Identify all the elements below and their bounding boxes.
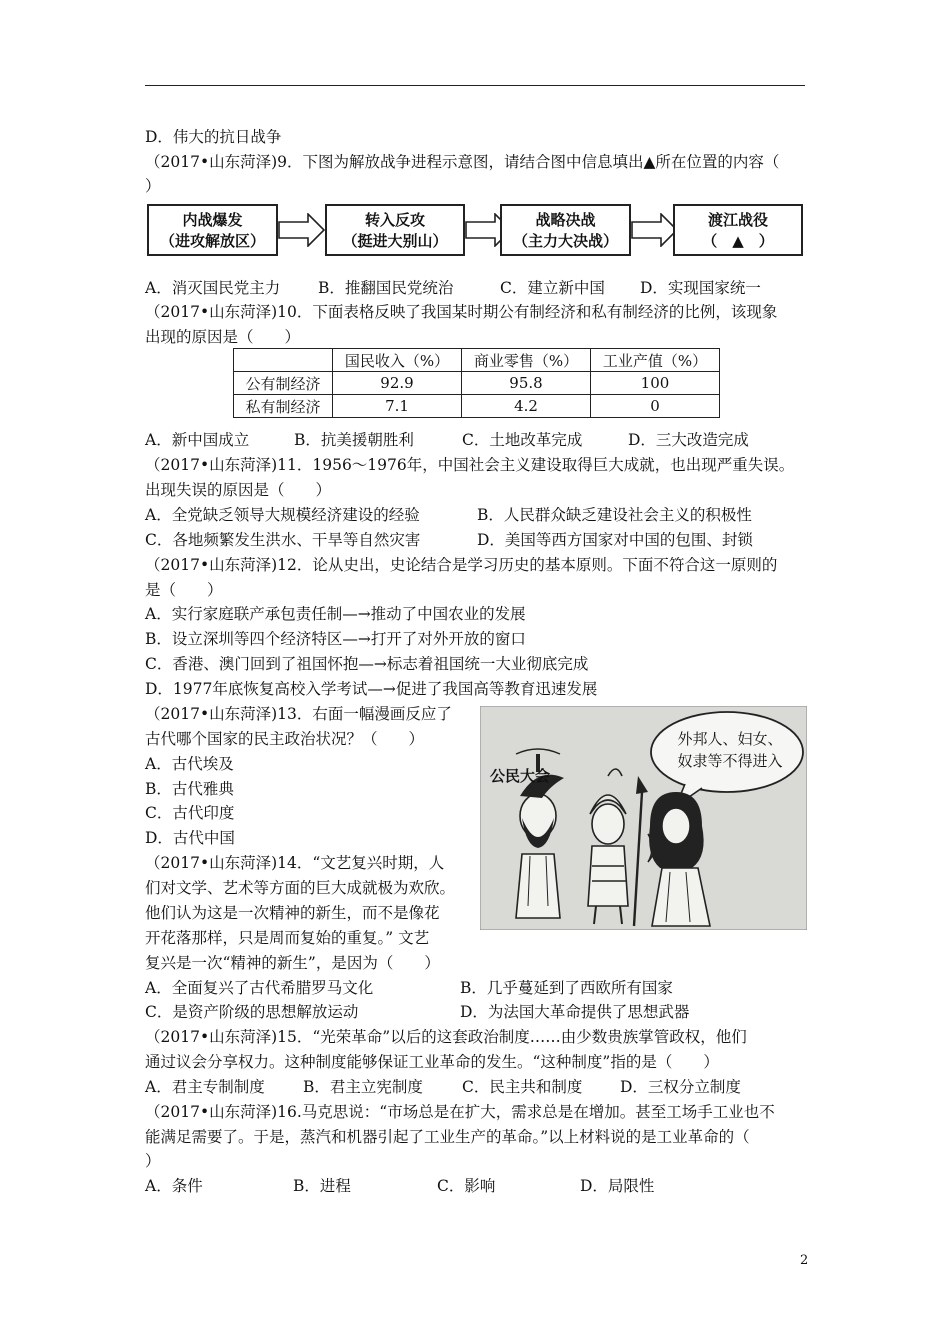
q11-option-d[interactable]: D．美国等西方国家对中国的包围、封锁 xyxy=(477,531,753,549)
flow-step-1-note: （进攻解放区） xyxy=(159,232,265,250)
table-cell: 公有制经济 xyxy=(234,372,333,395)
table-cell: 0 xyxy=(591,395,720,418)
table-header-row xyxy=(234,349,720,372)
q16-stem-line2: 能满足需要了。于是，蒸汽和机器引起了工业生产的革命。”以上材料说的是工业革命的（ xyxy=(145,1128,750,1146)
economy-ratio-table xyxy=(233,348,720,418)
q9-stem-line1: （2017•山东菏泽)9．下图为解放战争进程示意图，请结合图中信息填出▲所在位置的内容（ xyxy=(145,153,780,171)
q11-stem-line2: 出现失误的原因是（ ） xyxy=(145,481,332,499)
bubble-line-2: 奴隶等不得进入 xyxy=(677,752,783,770)
table-cell: 100 xyxy=(591,372,720,395)
flow-step-2-title: 转入反攻 xyxy=(364,211,425,229)
q14-stem-line1: （2017•山东菏泽)14．“文艺复兴时期，人 xyxy=(145,854,445,872)
q14-stem-line5: 复兴是一次“精神的新生”，是因为（ ） xyxy=(145,954,440,972)
flow-step-4 xyxy=(673,204,803,256)
q9-option-d[interactable]: D．实现国家统一 xyxy=(640,279,761,297)
table-cell: 7.1 xyxy=(333,395,462,418)
flow-step-2 xyxy=(325,204,465,256)
q9-option-c[interactable]: C．建立新中国 xyxy=(500,279,605,297)
q14-stem-line4: 开花落那样，只是周而复始的重复。” 文艺 xyxy=(145,929,430,947)
q11-stem-line1: （2017•山东菏泽)11．1956～1976年，中国社会主义建设取得巨大成就，也出现严重失误。 xyxy=(145,456,795,474)
page-number: 2 xyxy=(800,1253,809,1268)
q11-option-a[interactable]: A．全党缺乏领导大规模经济建设的经验 xyxy=(145,506,420,524)
q14-stem-line2: 们对文学、艺术等方面的巨大成就极为欢欣。 xyxy=(145,879,456,897)
q14-option-a[interactable]: A．全面复兴了古代希腊罗马文化 xyxy=(145,979,374,997)
q15-option-d[interactable]: D．三权分立制度 xyxy=(620,1078,741,1096)
q16-option-c[interactable]: C．影响 xyxy=(437,1177,496,1195)
q13-option-a[interactable]: A．古代埃及 xyxy=(145,755,234,773)
q12-option-a[interactable]: A．实行家庭联产承包责任制—→推动了中国农业的发展 xyxy=(145,605,526,623)
athens-assembly-cartoon xyxy=(480,706,807,930)
flow-arrow-3 xyxy=(631,213,679,247)
q12-option-c[interactable]: C．香港、澳门回到了祖国怀抱—→标志着祖国统一大业彻底完成 xyxy=(145,655,589,673)
table-cell: 95.8 xyxy=(462,372,591,395)
q10-option-c[interactable]: C．土地改革完成 xyxy=(462,431,583,449)
flow-step-4-title: 渡江战役 xyxy=(707,211,768,229)
cartoon-sign-label: 公民大会 xyxy=(490,767,551,785)
q14-option-b[interactable]: B．几乎蔓延到了西欧所有国家 xyxy=(460,979,673,997)
q16-option-a[interactable]: A．条件 xyxy=(145,1177,203,1195)
q15-option-a[interactable]: A．君主专制制度 xyxy=(145,1078,265,1096)
q16-option-d[interactable]: D．局限性 xyxy=(580,1177,655,1195)
table-cell: 4.2 xyxy=(462,395,591,418)
q10-option-a[interactable]: A．新中国成立 xyxy=(145,431,250,449)
table-row xyxy=(234,372,720,395)
q10-option-d[interactable]: D．三大改造完成 xyxy=(628,431,749,449)
flow-step-2-note: （挺进大别山） xyxy=(342,232,448,250)
q14-option-c[interactable]: C．是资产阶级的思想解放运动 xyxy=(145,1003,359,1021)
q13-stem-line2: 古代哪个国家的民主政治状况？（ ） xyxy=(145,730,425,748)
flow-step-3-title: 战略决战 xyxy=(535,211,596,229)
flow-step-1-title: 内战爆发 xyxy=(182,211,243,229)
flow-step-4-note: （ ▲ ） xyxy=(702,232,774,250)
cartoon-speech-bubble xyxy=(660,728,800,772)
table-header-cell: 国民收入（%） xyxy=(333,349,462,372)
q14-option-d[interactable]: D．为法国大革命提供了思想武器 xyxy=(460,1003,690,1021)
q16-stem-line3: ） xyxy=(145,1152,161,1170)
bubble-line-1: 外邦人、妇女、 xyxy=(677,730,783,748)
q12-option-b[interactable]: B．设立深圳等四个经济特区—→打开了对外开放的窗口 xyxy=(145,630,526,648)
q11-option-c[interactable]: C．各地频繁发生洪水、干旱等自然灾害 xyxy=(145,531,421,549)
flow-step-3-note: （主力大决战） xyxy=(512,232,618,250)
table-cell: 私有制经济 xyxy=(234,395,333,418)
q10-stem-line1: （2017•山东菏泽)10．下面表格反映了我国某时期公有制经济和私有制经济的比例，该现象 xyxy=(145,303,778,321)
table-header-cell: 工业产值（%） xyxy=(591,349,720,372)
table-cell: 92.9 xyxy=(333,372,462,395)
q13-option-c[interactable]: C．古代印度 xyxy=(145,804,235,822)
q16-option-b[interactable]: B．进程 xyxy=(293,1177,351,1195)
q14-stem-line3: 他们认为这是一次精神的新生，而不是像花 xyxy=(145,904,440,922)
q9-option-a[interactable]: A．消灭国民党主力 xyxy=(145,279,281,297)
q16-stem-line1: （2017•山东菏泽)16.马克思说：“市场总是在扩大，需求总是在增加。甚至工场手工业也不 xyxy=(145,1103,775,1121)
table-header-cell xyxy=(234,349,333,372)
q10-option-b[interactable]: B．抗美援朝胜利 xyxy=(294,431,414,449)
header-rule xyxy=(145,85,805,86)
q10-stem-line2: 出现的原因是（ ） xyxy=(145,328,301,346)
q8-option-d: D．伟大的抗日战争 xyxy=(145,128,282,146)
q12-stem-line1: （2017•山东菏泽)12．论从史出，史论结合是学习历史的基本原则。下面不符合这一原则的 xyxy=(145,556,778,574)
q13-option-b[interactable]: B．古代雅典 xyxy=(145,780,234,798)
q9-stem-line2: ） xyxy=(145,177,161,195)
table-header-cell: 商业零售（%） xyxy=(462,349,591,372)
flow-arrow-1 xyxy=(278,213,326,247)
q15-stem-line2: 通过议会分享权力。这种制度能够保证工业革命的发生。“这种制度”指的是（ ） xyxy=(145,1053,719,1071)
q11-option-b[interactable]: B．人民群众缺乏建设社会主义的积极性 xyxy=(477,506,752,524)
q15-stem-line1: （2017•山东菏泽)15．“光荣革命”以后的这套政治制度……由少数贵族掌管政权，他们 xyxy=(145,1028,747,1046)
q13-stem-line1: （2017•山东菏泽)13．右面一幅漫画反应了 xyxy=(145,705,452,723)
q15-option-b[interactable]: B．君主立宪制度 xyxy=(303,1078,423,1096)
q13-option-d[interactable]: D．古代中国 xyxy=(145,829,235,847)
flow-step-3 xyxy=(500,204,631,256)
q15-option-c[interactable]: C．民主共和制度 xyxy=(462,1078,583,1096)
q12-stem-line2: 是（ ） xyxy=(145,581,223,599)
q9-option-b[interactable]: B．推翻国民党统治 xyxy=(318,279,454,297)
table-row xyxy=(234,395,720,418)
flow-step-1 xyxy=(147,204,278,256)
q12-option-d[interactable]: D．1977年底恢复高校入学考试—→促进了我国高等教育迅速发展 xyxy=(145,680,598,698)
